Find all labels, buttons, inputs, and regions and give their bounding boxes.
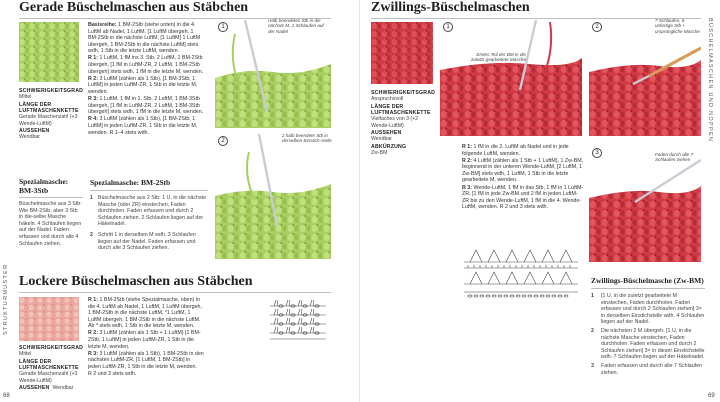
right-step-photo-1-number: 1 <box>443 22 453 32</box>
special-stitch-zwbm-title: Zwillings-Büschelmasche (Zw-BM) <box>591 276 704 285</box>
row-text: 3 LuftM (zählen als 1 Stb + 1 LuftM) [1 BM-2Stb, 1 LuftM] in jeden LuftM-ZR, 1 Stb in die letzte M, wenden. <box>88 330 201 350</box>
spec-value: Anspruchsvoll <box>371 96 404 103</box>
special-stitch-bm2stb <box>90 178 208 252</box>
row-label: R 2: <box>88 330 99 337</box>
right-instructions <box>462 144 584 211</box>
spec-label: AUSSEHEN <box>19 128 50 135</box>
spec-label: SCHWIERIGKEITSGRAD <box>19 345 84 351</box>
left-side-label: STRUKTURMUSTER <box>3 263 9 335</box>
step-text: Die nächsten 2 M übergeh. [1 U, in die nächste Masche einstechen, Faden durchholen. Faden erfassen und durch 2 Schlaufen ziehen] 3× in dieser Einstichstelle wdh. 7 Schlaufen liegen auf der Häkelnadel. <box>601 327 705 361</box>
right-step-photo-3 <box>589 146 701 262</box>
step-number: 2 <box>90 231 93 238</box>
step-text: Faden erfassen und durch alle 7 Schlaufen ziehen. <box>601 362 703 376</box>
row-text: R 2 und 3 stets wdh. <box>88 371 137 378</box>
spec-value: Wendbar <box>371 136 392 143</box>
step-photo-1-number: 1 <box>218 22 228 32</box>
special-stitch-title: Spezialmasche: BM-3Stb <box>19 177 69 195</box>
step-photo-2-note: 2 halb beendete Stb in derselben Einstich-stelle <box>282 133 332 144</box>
row-text: 1 LuftM, 1 fM ins 3. Stb, 2 LuftM, 1 BM-2Stb übergeh, [1 fM in LuftM-ZR, 2 LuftM, 1 BM-2Stb übergeh] stets wdh, 1 fM in die letzte M, wenden. <box>88 55 204 75</box>
step-number: 2 <box>591 327 594 334</box>
spec-value: Zw-BM <box>371 150 388 157</box>
right-title-rule <box>371 18 701 19</box>
spec-label: LÄNGE DER LUFTMASCHENKETTE <box>19 358 79 372</box>
row-label: R 1: <box>88 297 99 303</box>
step-photo-2-number: 2 <box>218 136 228 146</box>
spec-label: LÄNGE DER LUFTMASCHENKETTE <box>19 101 79 115</box>
spec-label: SCHWIERIGKEITSGRAD <box>371 90 436 96</box>
right-step-photo-1-note: Erstes Teil der BM in die zuletzt gearbeitete Masche <box>471 52 526 63</box>
right-side-label: BÜSCHELMASCHEN UND NOPPEN <box>707 18 713 143</box>
row-text: 3 LuftM (zählen als 1 Stb), 1 BM-2Stb in den nächsten LuftM-ZR, [1 LuftM, 1 BM-2Stb] in jeden LuftM-ZR, 1 Stb in die letzte M, wenden. <box>88 350 204 370</box>
spec-value: Gerade Maschenzahl (+3 Wende-LuftM) <box>19 371 78 384</box>
crochet-diagram-left <box>268 298 328 342</box>
row-label: R 2: <box>462 157 473 164</box>
special-stitch-zwbm <box>591 276 705 378</box>
right-step-photo-3-number: 3 <box>592 148 602 158</box>
row-label: R 3: <box>462 184 473 191</box>
spec-value: Gerade Maschenzahl (+3 Wende-LuftM) <box>19 114 78 127</box>
row-text: 3 LuftM (zählen als 1 Stb), [1 BM-3Stb, 1 LuftM] in jeden LuftM-ZR, 1 Stb in die letzte M, wenden. <box>88 75 198 95</box>
step-photo-1-note: Halb beendetes Stb in die nächste M, 2 Schlaufen auf der Nadel <box>268 18 324 34</box>
spec-label: AUSSEHEN <box>371 130 402 137</box>
row-text: 1 fM in die 2. LuftM ab Nadel und in jede folgende LuftM, wenden. <box>462 144 569 157</box>
right-step-photo-2 <box>589 20 701 136</box>
step-photo-2 <box>215 134 331 259</box>
special-stitch-zwbm-rule <box>591 288 705 289</box>
step-number: 1 <box>591 293 594 299</box>
row-label: R 3: <box>88 96 99 103</box>
row-text: 3 LuftM (zählen als 1 Stb), [1 BM-2Stb, 1 LuftM] in jeden LuftM-ZR, 1 Stb in die letzte M, wenden. R 1–4 stets wdh. <box>88 116 198 136</box>
special-stitch-rule <box>19 197 83 198</box>
section2-title-rule <box>19 292 331 293</box>
section1-specs <box>19 88 84 142</box>
right-step-photo-2-number: 2 <box>592 22 602 32</box>
spec-label: LÄNGE DER LUFTMASCHENKETTE <box>371 103 431 117</box>
right-specs <box>371 90 435 158</box>
step-photo-1 <box>215 20 331 128</box>
spec-value: Wendbar <box>19 134 40 141</box>
row-label: R 4: <box>88 116 99 123</box>
right-page-number: 69 <box>708 393 715 399</box>
special-stitch-bm3stb <box>19 178 83 247</box>
right-step-photo-3-note: Faden durch alle 7 Schlaufen ziehen <box>655 152 694 163</box>
right-title: Zwillings-Büschelmaschen <box>371 0 530 15</box>
spec-value: Mittel <box>19 351 32 358</box>
step-text: Büschelmasche aus 2 Stb: 1 U, in die nächste Masche (oder ZR) einstechen, Faden durchholen. Faden erfassen und durch 2 Schlaufen ziehen. 2 Schlaufen liegen auf der Häkelnadel. <box>97 195 207 228</box>
step-number: 3 <box>591 362 594 369</box>
section1-instructions <box>88 22 204 137</box>
spec-value: Wendbar <box>52 385 74 392</box>
row-label: R 2: <box>88 75 99 82</box>
spec-value: Vielfaches von 3 (+2 Wende-LuftM) <box>371 116 419 129</box>
special-stitch2-rule <box>90 190 208 191</box>
right-step-photo-1 <box>440 20 582 136</box>
page-gutter <box>359 0 360 402</box>
crochet-diagram-right <box>462 248 580 310</box>
section2-instructions <box>88 297 204 378</box>
section2-specs <box>19 345 84 393</box>
special-stitch-text: Büschelmasche aus 3 Stb: Wie BM-2Stb, aber 3 Stb in die-selbe Masche häkeln. 4 Schlaufen liegen auf der Nadel. Faden erfassen und durch alle 4 Schlaufen ziehen. <box>19 201 82 247</box>
spec-label: AUSSEHEN <box>19 385 50 392</box>
basis-row-text: 1 BM-2Stb (siehe unten) in die 4. LuftM ab Nadel, 1 LuftM, [1 LuftM übergeh, 1 BM-2Stb in die nächste LuftM, [1 LuftM] 1 LuftM übergeh, 1 BM-2Stb in die nächste LuftM] stets wdh, 1 Stb in die letzte LuftM, wenden. <box>88 22 201 55</box>
row-label: R 1: <box>462 144 473 150</box>
section1-swatch <box>19 22 79 82</box>
section2-swatch <box>19 297 79 341</box>
row-label: R 3: <box>88 350 99 357</box>
row-text: 1 BM-2Stb (siehe Spezialmasche, oben) in die 4. LuftM ab Nadel, 1 LuftM, 1 LuftM übergeh, 1 BM-2Stb in die nächste LuftM, *1 LuftM, 1 LuftM übergeh, 1 BM-2Stb in die nächste LuftM. Ab * stets wdh, 1 Stb in die letzte M, wenden. <box>88 297 202 330</box>
step-text: [1 U, in die zuletzt gearbeitete M einstechen, Faden durchholen. Faden erfassen und durch 2 Schlaufen ziehen] 3× in derselben Einstichstelle wdh. 4 Schlaufen liegen auf der Nadel. <box>601 293 705 326</box>
section2-title: Lockere Büschelmaschen aus Stäbchen <box>19 274 253 289</box>
row-text: Wende-LuftM, 1 fM in das Stb, 1 fM in 1 LuftM-ZR, [1 fM in jede Zw-BM und 2 fM in jeden LuftM-ZR bis zu den Wende-LuftM, 1 fM in die 4. Wende-LuftM, wenden. R 2 und 3 stets wdh. <box>462 184 584 211</box>
row-text: 4 LuftM (zählen als 1 Stb + 1 LuftM), 1 Zw-BM, beginnend in der unteren Wende-LuftM, [2 LuftM, 1 Zw-BM] stets wdh, 1 LuftM, 1 Stb in die letzte gearbeitete M, wenden. <box>462 157 584 184</box>
left-page-number: 68 <box>3 393 10 399</box>
spec-value: Mittel <box>19 94 32 101</box>
spec-label: ABKÜRZUNG <box>371 144 407 151</box>
step-text: Schritt 1 in derselben M wdh. 3 Schlaufen liegen auf der Nadel. Faden erfassen und durch alle 3 Schlaufen ziehen. <box>97 231 196 252</box>
step-number: 1 <box>90 195 93 201</box>
spec-label: SCHWIERIGKEITSGRAD <box>19 88 84 94</box>
right-swatch <box>371 22 433 84</box>
row-label: R 1: <box>88 55 99 62</box>
basis-row-label: Basisreihe: <box>88 22 117 28</box>
section1-title: Gerade Büschelmaschen aus Stäbchen <box>19 0 249 15</box>
right-step-photo-2-note: 7 Schlaufen, 6 unfertige Stb + ursprüngliche Masche <box>655 18 700 34</box>
special-stitch2-title: Spezialmasche: BM-2Stb <box>90 178 171 187</box>
row-text: 1 LuftM, 1 fM in 1. Stb, 2 LuftM, 1 BM-3Stb übergeh, [1 fM in LuftM-ZR, 2 LuftM, 1 BM-3Stb übergeh] stets wdh, 1 fM in die letzte M, wenden. <box>88 96 204 116</box>
